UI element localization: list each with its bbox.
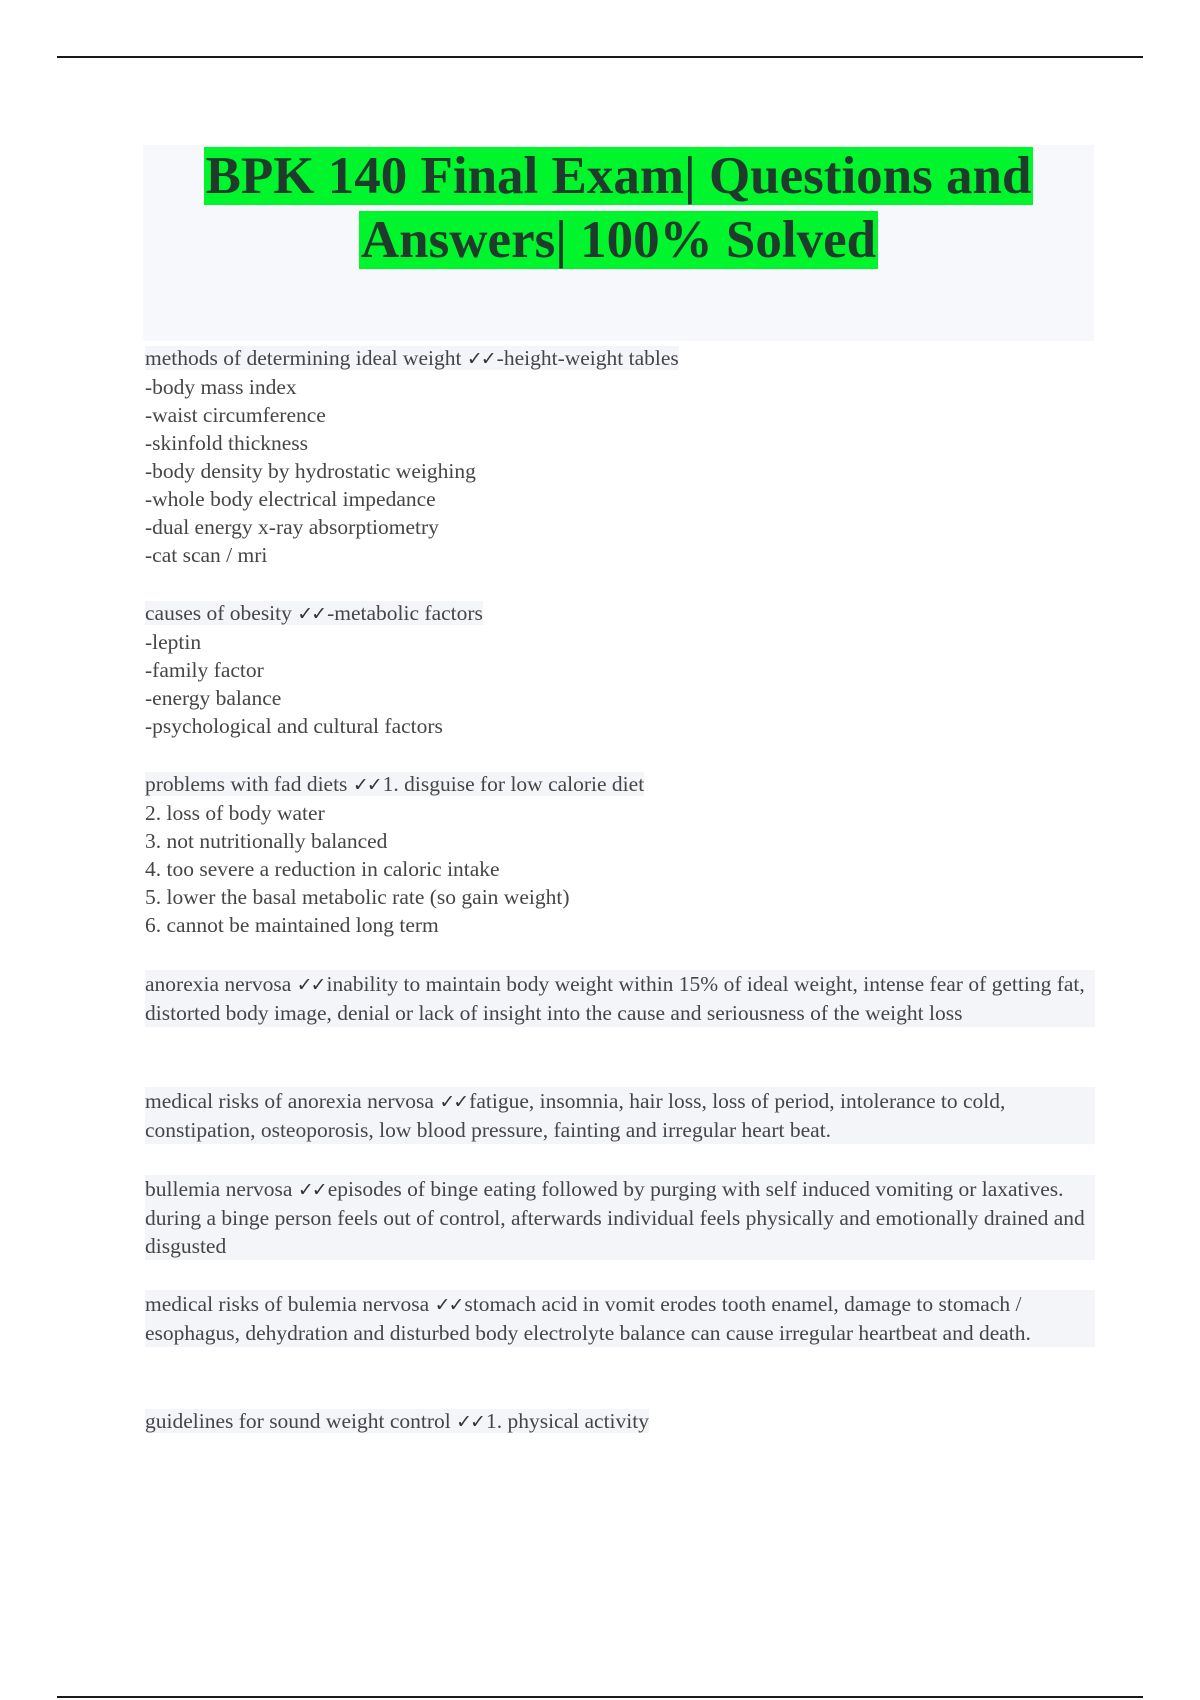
qa-item-weight-control	[145, 1407, 1095, 1436]
answer-line: 6. cannot be maintained long term	[145, 913, 439, 937]
question-text: bullemia nervosa	[145, 1177, 298, 1201]
top-rule	[57, 56, 1143, 58]
answer-text: 1. physical activity	[485, 1409, 649, 1433]
answer-line: -skinfold thickness	[145, 431, 309, 455]
question-text: problems with fad diets	[145, 772, 353, 796]
answer-line: -family factor	[145, 658, 264, 682]
qa-item-bulemia-risks	[145, 1290, 1095, 1347]
question-text: medical risks of anorexia nervosa	[145, 1089, 440, 1113]
answer-line: 4. too severe a reduction in caloric intake	[145, 857, 500, 881]
answer-line: -leptin	[145, 630, 202, 654]
answer-line: -body mass index	[145, 375, 297, 399]
double-check-icon: ✓✓	[456, 1411, 484, 1433]
answer-line: 3. not nutritionally balanced	[145, 829, 388, 853]
answer-line: -energy balance	[145, 686, 282, 710]
answer-line: 5. lower the basal metabolic rate (so gain weight)	[145, 885, 570, 909]
qa-item-fad-diets	[145, 770, 1095, 939]
answer-line: -body density by hydrostatic weighing	[145, 459, 476, 483]
double-check-icon: ✓✓	[439, 1091, 468, 1113]
title-line-1: BPK 140 Final Exam| Questions and	[205, 147, 1032, 205]
answer-text: inability to maintain body weight within 15% of ideal weight, intense fear of getting fat, distorted body image, denial or lack of insight into the cause and seriousness of the weight loss	[145, 972, 1085, 1025]
double-check-icon: ✓✓	[434, 1294, 463, 1316]
question-text: medical risks of bulemia nervosa	[145, 1292, 435, 1316]
answer-line: -psychological and cultural factors	[145, 714, 443, 738]
double-check-icon: ✓✓	[296, 974, 325, 996]
qa-item-bullemia	[145, 1175, 1095, 1260]
double-check-icon: ✓✓	[352, 774, 381, 796]
answer-text: episodes of binge eating followed by purging with self induced vomiting or laxatives. during a binge person feels out of control, afterwards individual feels physically and emotionally drained and disgusted	[145, 1177, 1085, 1258]
double-check-icon: ✓✓	[297, 1179, 326, 1201]
qa-item-anorexia	[145, 970, 1095, 1027]
document-title	[143, 144, 1094, 272]
double-check-icon: ✓✓	[466, 348, 495, 370]
qa-item-anorexia-risks	[145, 1087, 1095, 1144]
question-text: causes of obesity	[145, 601, 298, 625]
answer-text: -height-weight tables	[496, 346, 679, 370]
answer-text: 1. disguise for low calorie diet	[382, 772, 645, 796]
answer-line: -waist circumference	[145, 403, 326, 427]
qa-item-ideal-weight	[145, 344, 1095, 569]
answer-line: -dual energy x-ray absorptiometry	[145, 515, 439, 539]
answer-line: -cat scan / mri	[145, 543, 268, 567]
answer-text: -metabolic factors	[327, 601, 483, 625]
title-line-2: Answers| 100% Solved	[360, 211, 877, 269]
answer-line: -whole body electrical impedance	[145, 487, 436, 511]
question-text: methods of determining ideal weight	[145, 346, 467, 370]
question-text: anorexia nervosa	[145, 972, 297, 996]
double-check-icon: ✓✓	[297, 603, 326, 625]
answer-text: stomach acid in vomit erodes tooth enamel, damage to stomach / esophagus, dehydration and disturbed body electrolyte balance can cause irregular heartbeat and death.	[145, 1292, 1031, 1345]
answer-line: 2. loss of body water	[145, 801, 325, 825]
question-text: guidelines for sound weight control	[145, 1409, 457, 1433]
answer-text: fatigue, insomnia, hair loss, loss of period, intolerance to cold, constipation, osteoporosis, low blood pressure, fainting and irregular heart beat.	[145, 1089, 1006, 1142]
bottom-rule	[57, 1696, 1143, 1698]
qa-item-obesity-causes	[145, 599, 1095, 740]
